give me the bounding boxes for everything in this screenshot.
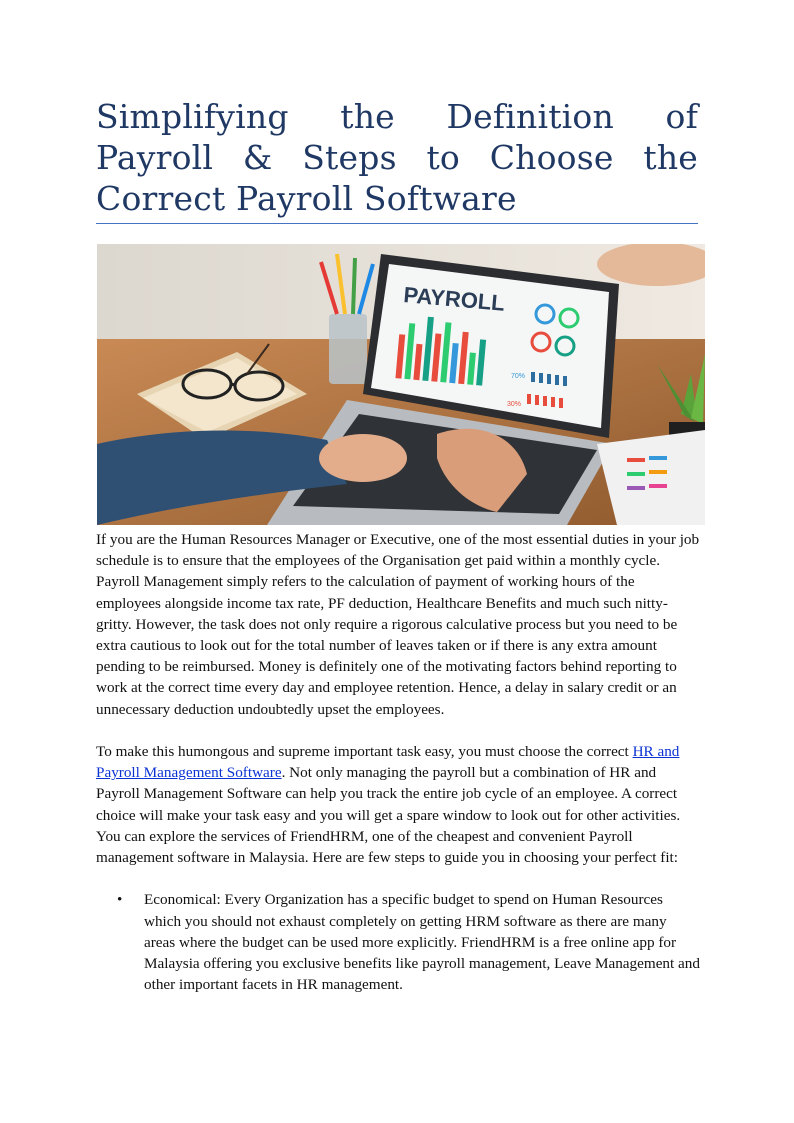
hr-payroll-software-link[interactable]: HR and Payroll Management Software xyxy=(96,743,680,782)
page-title: Simplifying the Definition of Payroll & Steps to Choose the Correct Payroll Software xyxy=(96,97,698,218)
hero-illustration xyxy=(97,244,705,525)
title-underline xyxy=(96,223,698,224)
intro-paragraph: If you are the Human Resources Manager or Executive, one of the most essential duties in your job schedule is to ensure that the employees of the Organisation get paid within a monthly cycle. Payroll Management simply refers to the calculation of payment of working hours of the employees alongside income tax rate, PF deduction, Healthcare Benefits and much such nitty-gritty. However, the task does not only require a rigorous calculative process but you need to be extra cautious to look out for the total number of leaves taken or if there is any extra amount pending to be reimbursed. Money is definitely one of the motivating factors behind reporting to work at the correct time every day and employee retention. Hence, a delay in salary credit or an unnecessary deduction undoubtedly upset the employees. xyxy=(96,531,700,718)
screen-percent-2: 30% xyxy=(507,401,522,408)
article-body xyxy=(96,529,700,995)
steps-list xyxy=(96,889,700,995)
screen-percent-1: 70% xyxy=(511,373,526,380)
choice-paragraph xyxy=(96,741,700,868)
list-item xyxy=(117,889,700,995)
choice-paragraph-lead: To make this humongous and supreme important task easy, you must choose the correct xyxy=(96,743,633,761)
list-item-text: Economical: Every Organization has a specific budget to spend on Human Resources which you should not exhaust completely on getting HRM software as there are many areas where the budget can be used more explicitly. FriendHRM is a free online app for Malaysia offering you exclusive benefits like payroll management, Leave Management and other important facets in HR management. xyxy=(144,891,700,994)
hero-photo-payroll-laptop xyxy=(97,244,705,525)
bullet-marker: • xyxy=(117,891,123,909)
choice-paragraph-rest: . Not only managing the payroll but a combination of HR and Payroll Management Software can help you track the entire job cycle of an employee. A correct choice will make your task easy and you will get a spare window to look out for other activities. You can explore the services of FriendHRM, one of the cheapest and convenient Payroll management software in Malaysia. Here are few steps to guide you in choosing your perfect fit: xyxy=(96,764,681,867)
screen-heading: PAYROLL xyxy=(402,282,506,316)
